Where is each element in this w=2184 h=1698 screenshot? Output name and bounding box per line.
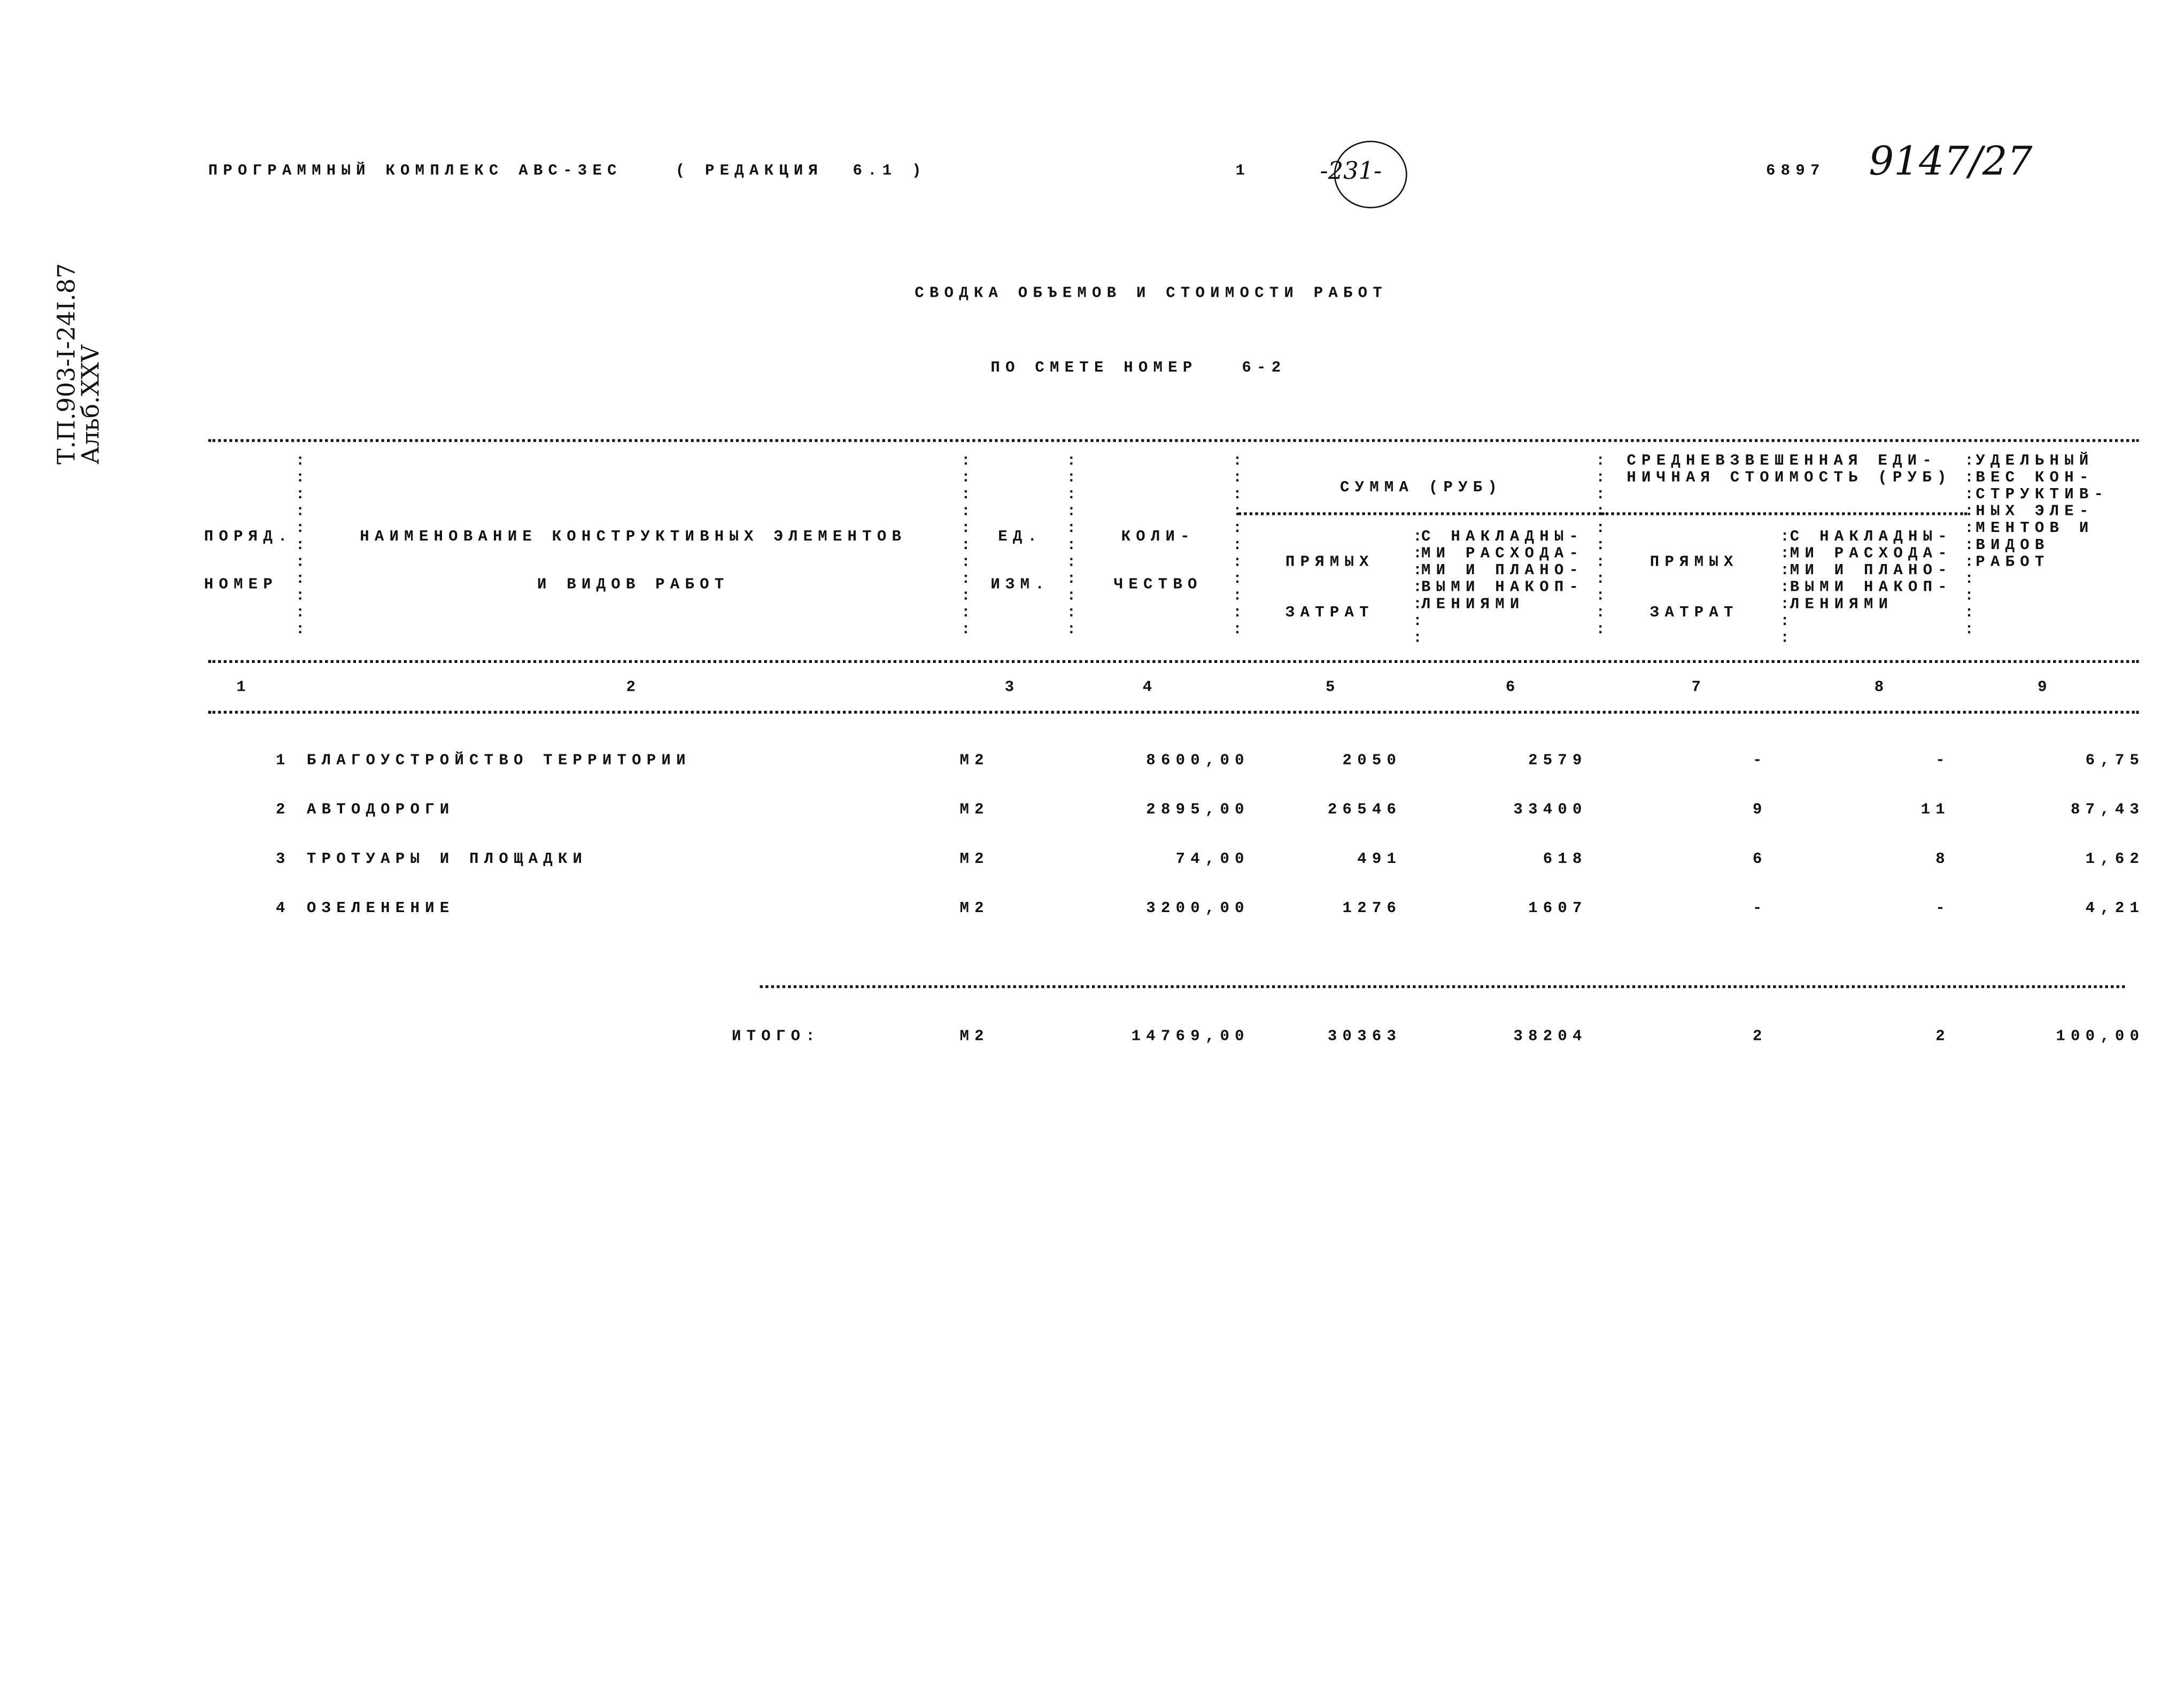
total-direct: 30363	[1327, 1029, 1402, 1046]
row-name: БЛАГОУСТРОЙСТВО ТЕРРИТОРИИ	[306, 753, 691, 770]
column-separator: : : : : : : :	[1413, 529, 1422, 648]
header-sum-group: СУММА (РУБ)	[1339, 480, 1503, 497]
row-share: 6,75	[2085, 753, 2145, 770]
column-number: 1	[236, 680, 251, 697]
row-unit: М2	[959, 802, 989, 820]
column-number: 2	[626, 680, 641, 697]
header-avg-overhead: С НАКЛАДНЫ- МИ РАСХОДА- МИ И ПЛАНО- ВЫМИ НАКОП- ЛЕНИЯМИ	[1790, 529, 1953, 614]
doc-number-handwritten: 9147/27	[1869, 138, 2033, 184]
stamp-line-1: Т.П.903-I-24I.87	[53, 263, 82, 465]
row-avg-direct: -	[1752, 900, 1768, 918]
archive-stamp	[53, 263, 106, 465]
row-unit: М2	[959, 851, 989, 869]
row-number: 1	[276, 753, 291, 770]
column-number: 4	[1142, 680, 1158, 697]
total-avg-overhead: 2	[1935, 1029, 1950, 1046]
row-number: 3	[276, 851, 291, 869]
row-quantity: 8600,00	[1146, 753, 1250, 770]
program-name: ПРОГРАММНЫЙ КОМПЛЕКС АВС-3ЕС	[208, 163, 622, 180]
header-direct-costs: ПРЯМЫХ ЗАТРАТ	[1285, 554, 1374, 622]
column-number: 5	[1326, 680, 1341, 697]
sheet-number-handwritten: -231-	[1320, 157, 1382, 186]
row-avg-overhead: -	[1935, 753, 1950, 770]
row-avg-direct: 9	[1752, 802, 1768, 820]
row-avg-overhead: 8	[1935, 851, 1950, 869]
row-share: 1,62	[2085, 851, 2145, 869]
row-direct: 491	[1357, 851, 1402, 869]
row-quantity: 2895,00	[1146, 802, 1250, 820]
header-name: НАИМЕНОВАНИЕ КОНСТРУКТИВНЫХ ЭЛЕМЕНТОВ И ВИДОВ РАБОТ	[360, 529, 907, 594]
header-quantity: КОЛИ- ЧЕСТВО	[1113, 529, 1203, 594]
total-rule	[760, 985, 2125, 988]
row-name: ОЗЕЛЕНЕНИЕ	[306, 900, 455, 918]
column-separator: : : : : : : :	[1780, 529, 1790, 648]
document-subtitle: ПО СМЕТЕ НОМЕР 6-2	[990, 360, 1287, 377]
row-name: АВТОДОРОГИ	[306, 802, 455, 820]
total-unit: М2	[959, 1029, 989, 1046]
row-avg-overhead: 11	[1920, 802, 1950, 820]
code: 6897	[1766, 163, 1825, 180]
header-order: ПОРЯД. НОМЕР	[204, 529, 293, 594]
row-unit: М2	[959, 753, 989, 770]
row-direct: 26546	[1327, 802, 1402, 820]
row-avg-direct: 6	[1752, 851, 1768, 869]
total-quantity: 14769,00	[1131, 1029, 1250, 1046]
stamp-line-2: Альб.XXV	[77, 344, 106, 465]
row-quantity: 74,00	[1175, 851, 1250, 869]
total-label: ИТОГО:	[732, 1029, 820, 1046]
sum-group-rule	[1238, 512, 1601, 515]
header-avg-direct: ПРЯМЫХ ЗАТРАТ	[1649, 554, 1739, 622]
column-number: 9	[2038, 680, 2053, 697]
document-title: СВОДКА ОБЪЕМОВ И СТОИМОСТИ РАБОТ	[915, 285, 1388, 303]
header-share: УДЕЛЬНЫЙ ВЕС КОН- СТРУКТИВ- НЫХ ЭЛЕ- МЕНТОВ И ВИДОВ РАБОТ	[1976, 453, 2109, 572]
column-separator: : : : : : : : : : : :	[1964, 453, 1974, 639]
row-overhead: 33400	[1513, 802, 1587, 820]
column-separator: : : : : : : : : : : :	[295, 453, 305, 639]
row-overhead: 618	[1543, 851, 1587, 869]
header-with-overhead: С НАКЛАДНЫ- МИ РАСХОДА- МИ И ПЛАНО- ВЫМИ НАКОП- ЛЕНИЯМИ	[1421, 529, 1584, 614]
column-separator: : : : : : : : : : : :	[1233, 453, 1242, 639]
row-number: 2	[276, 802, 291, 820]
row-number: 4	[276, 900, 291, 918]
row-overhead: 1607	[1528, 900, 1587, 918]
row-share: 87,43	[2070, 802, 2145, 820]
row-avg-overhead: -	[1935, 900, 1950, 918]
row-quantity: 3200,00	[1146, 900, 1250, 918]
row-overhead: 2579	[1528, 753, 1587, 770]
total-avg-direct: 2	[1752, 1029, 1768, 1046]
row-direct: 1276	[1342, 900, 1402, 918]
header-unit: ЕД. ИЗМ.	[990, 529, 1050, 594]
column-numbers-rule	[208, 711, 2139, 714]
edition: ( РЕДАКЦИЯ 6.1 )	[675, 163, 927, 180]
column-separator: : : : : : : : : : : :	[1596, 453, 1605, 639]
row-direct: 2050	[1342, 753, 1402, 770]
row-avg-direct: -	[1752, 753, 1768, 770]
column-separator: : : : : : : : : : : :	[1066, 453, 1076, 639]
avg-group-rule	[1601, 512, 1968, 515]
total-share: 100,00	[2056, 1029, 2145, 1046]
column-separator: : : : : : : : : : : :	[961, 453, 971, 639]
header-bottom-rule	[208, 660, 2139, 663]
header-avg-group: СРЕДНЕВЗВЕШЕННАЯ ЕДИ- НИЧНАЯ СТОИМОСТЬ (РУБ)	[1627, 453, 1952, 487]
row-unit: М2	[959, 900, 989, 918]
row-share: 4,21	[2085, 900, 2145, 918]
column-number: 6	[1505, 680, 1521, 697]
table-top-rule	[208, 439, 2139, 442]
column-number: 8	[1874, 680, 1889, 697]
column-number: 7	[1691, 680, 1707, 697]
row-name: ТРОТУАРЫ И ПЛОЩАДКИ	[306, 851, 588, 869]
total-overhead: 38204	[1513, 1029, 1587, 1046]
column-number: 3	[1004, 680, 1020, 697]
page-number: 1	[1235, 163, 1251, 180]
